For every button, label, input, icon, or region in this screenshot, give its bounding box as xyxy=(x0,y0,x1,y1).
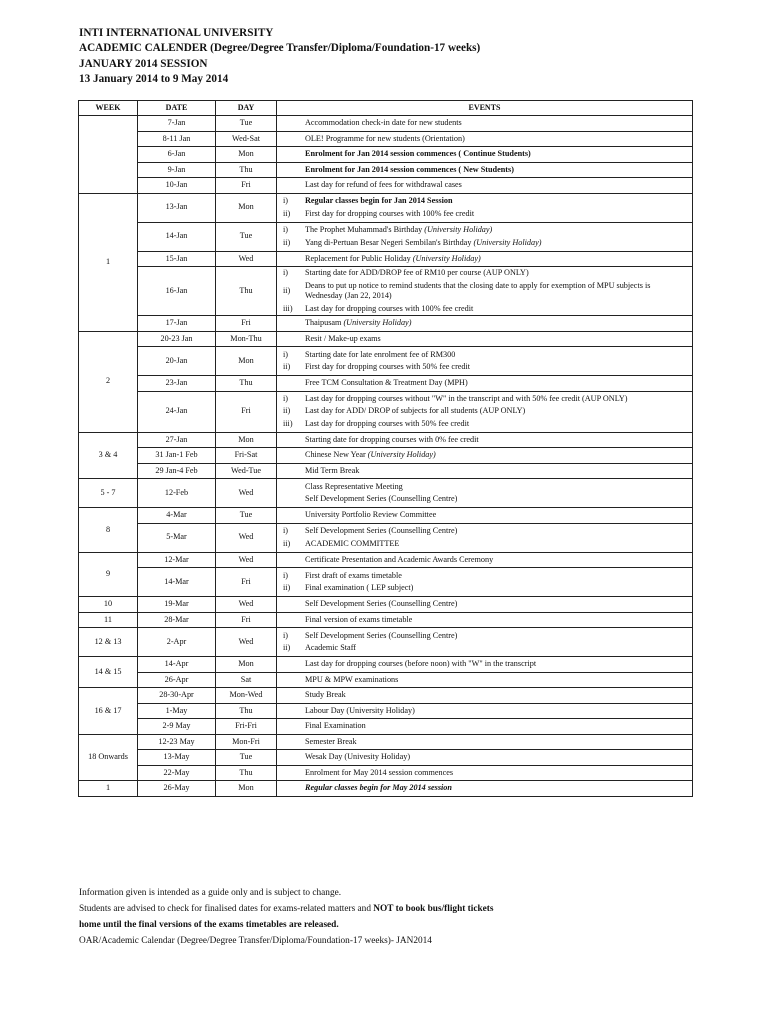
date-cell: 12-23 May xyxy=(138,734,216,750)
event-text: Yang di-Pertuan Besar Negeri Sembilan's Birthday xyxy=(305,237,472,247)
event-text: Replacement for Public Holiday xyxy=(305,253,411,263)
event-text: Last day for dropping courses with 100% fee credit xyxy=(305,303,474,313)
event-item xyxy=(277,782,692,795)
events-cell xyxy=(277,479,693,508)
events-cell xyxy=(277,719,693,735)
events-cell xyxy=(277,222,693,251)
date-cell: 13-Jan xyxy=(138,193,216,222)
event-item xyxy=(277,481,692,494)
events-cell xyxy=(277,391,693,432)
event-text: OLE! Programme for new students (Orientation) xyxy=(305,133,465,143)
event-text: First day for dropping courses with 50% fee credit xyxy=(305,362,471,371)
event-item xyxy=(277,582,692,595)
table-row xyxy=(79,719,693,735)
events-cell xyxy=(277,750,693,766)
event-text: Starting date for dropping courses with 0% fee credit xyxy=(305,434,479,444)
event-number: i) xyxy=(283,526,289,535)
day-cell: Fri-Fri xyxy=(216,719,277,735)
session-dates: 13 January 2014 to 9 May 2014 xyxy=(79,72,229,85)
events-cell xyxy=(277,193,693,222)
day-cell: Mon-Wed xyxy=(216,688,277,704)
event-text: Self Development Series (Counselling Centre) xyxy=(305,599,458,608)
table-row xyxy=(79,688,693,704)
event-number: i) xyxy=(283,349,289,359)
day-cell: Fri xyxy=(216,568,277,597)
events-cell xyxy=(277,116,693,132)
table-header-row xyxy=(79,101,693,116)
events-cell xyxy=(277,657,693,673)
event-text: Study Break xyxy=(305,690,346,699)
event-text: ACADEMIC COMMITTEE xyxy=(305,538,400,548)
day-cell: Mon xyxy=(216,193,277,222)
events-cell xyxy=(277,628,693,657)
week-cell: 11 xyxy=(79,612,138,628)
event-item xyxy=(277,208,692,221)
event-text: Self Development Series (Counselling Centre) xyxy=(305,630,458,640)
day-cell: Mon xyxy=(216,657,277,673)
event-item xyxy=(277,720,692,733)
day-cell: Thu xyxy=(216,162,277,178)
header-day: DAY xyxy=(216,101,277,116)
day-cell: Thu xyxy=(216,267,277,316)
event-text: Wesak Day (Univesity Holiday) xyxy=(305,752,411,761)
event-item xyxy=(277,642,692,655)
date-cell: 22-May xyxy=(138,765,216,781)
header-week: WEEK xyxy=(79,101,138,116)
event-number: i) xyxy=(283,225,289,234)
events-cell xyxy=(277,267,693,316)
events-cell xyxy=(277,597,693,613)
event-item xyxy=(277,317,692,330)
table-row xyxy=(79,162,693,178)
date-cell: 15-Jan xyxy=(138,251,216,267)
week-cell: 9 xyxy=(79,552,138,597)
event-item xyxy=(277,449,692,462)
document-header xyxy=(79,26,480,87)
date-cell: 14-Apr xyxy=(138,657,216,673)
day-cell: Thu xyxy=(216,765,277,781)
event-text: First day for dropping courses with 100% fee credit xyxy=(305,208,475,218)
day-cell: Wed xyxy=(216,628,277,657)
table-row xyxy=(79,781,693,797)
event-item xyxy=(277,570,692,583)
table-row xyxy=(79,750,693,766)
week-cell: 18 Onwards xyxy=(79,734,138,781)
footer-advice-text: Students are advised to check for finalised dates for exams-related matters and xyxy=(79,904,374,914)
event-item xyxy=(277,767,692,780)
event-text: Last day for ADD/ DROP of subjects for all students (AUP ONLY) xyxy=(305,406,526,416)
event-text: Final Examination xyxy=(305,721,366,730)
events-cell xyxy=(277,523,693,552)
table-body xyxy=(79,116,693,797)
day-cell: Fri xyxy=(216,391,277,432)
week-cell: 3 & 4 xyxy=(79,432,138,479)
week-cell: 1 xyxy=(79,193,138,331)
day-cell: Fri xyxy=(216,178,277,194)
events-cell xyxy=(277,765,693,781)
event-text: Self Development Series (Counselling Centre) xyxy=(305,494,458,503)
event-text: MPU & MPW examinations xyxy=(305,674,399,684)
holiday-note: (University Holiday) xyxy=(473,237,542,247)
events-cell xyxy=(277,703,693,719)
footer-advice xyxy=(79,901,494,917)
table-row xyxy=(79,523,693,552)
table-row xyxy=(79,316,693,332)
week-cell: 14 & 15 xyxy=(79,657,138,688)
table-row xyxy=(79,508,693,524)
event-text: Academic Staff xyxy=(305,643,356,652)
events-cell xyxy=(277,178,693,194)
header-events: EVENTS xyxy=(277,101,693,116)
table-row xyxy=(79,267,693,316)
table-row xyxy=(79,432,693,448)
event-number: iii) xyxy=(283,418,293,428)
event-item xyxy=(277,598,692,611)
event-text: First draft of exams timetable xyxy=(305,570,402,580)
date-cell: 9-Jan xyxy=(138,162,216,178)
event-number: i) xyxy=(283,268,289,277)
event-number: ii) xyxy=(283,237,291,247)
footer-document-ref: OAR/Academic Calendar (Degree/Degree Transfer/Diploma/Foundation-17 weeks)- JAN2014 xyxy=(79,936,432,946)
event-item xyxy=(277,117,692,130)
event-number: ii) xyxy=(283,643,291,652)
event-item xyxy=(277,280,692,303)
event-item xyxy=(277,164,692,177)
day-cell: Tue xyxy=(216,508,277,524)
events-cell xyxy=(277,251,693,267)
event-text: Starting date for ADD/DROP fee of RM10 per course (AUP ONLY) xyxy=(305,268,529,277)
events-cell xyxy=(277,162,693,178)
event-text: Certificate Presentation and Academic Awards Ceremony xyxy=(305,554,494,564)
date-cell: 13-May xyxy=(138,750,216,766)
day-cell: Wed xyxy=(216,251,277,267)
event-text: Free TCM Consultation & Treatment Day (MPH) xyxy=(305,378,468,387)
day-cell: Fri xyxy=(216,612,277,628)
event-item xyxy=(277,465,692,478)
event-text: Deans to put up notice to remind students that the closing date to apply for exemption of MPU subjects is Wednesday (Jan 22, 2014) xyxy=(305,280,651,300)
date-cell: 16-Jan xyxy=(138,267,216,316)
event-item xyxy=(277,630,692,643)
event-number: ii) xyxy=(283,406,291,416)
event-text: Mid Term Break xyxy=(305,465,360,475)
day-cell: Tue xyxy=(216,116,277,132)
date-cell: 19-Mar xyxy=(138,597,216,613)
holiday-note: (University Holiday) xyxy=(424,225,493,234)
event-text: Class Representative Meeting xyxy=(305,481,403,491)
event-number: ii) xyxy=(283,538,291,548)
date-cell: 14-Mar xyxy=(138,568,216,597)
event-text: University Portfolio Review Committee xyxy=(305,510,437,519)
day-cell: Wed-Tue xyxy=(216,463,277,479)
events-cell xyxy=(277,612,693,628)
event-text: Last day for dropping courses with 50% fee credit xyxy=(305,418,470,428)
date-cell: 20-Jan xyxy=(138,347,216,376)
day-cell: Mon xyxy=(216,781,277,797)
event-text: Starting date for late enrolment fee of RM300 xyxy=(305,349,456,359)
table-row xyxy=(79,612,693,628)
table-row xyxy=(79,116,693,132)
table-row xyxy=(79,347,693,376)
event-item xyxy=(277,614,692,627)
day-cell: Tue xyxy=(216,750,277,766)
day-cell: Mon-Thu xyxy=(216,331,277,347)
day-cell: Thu xyxy=(216,376,277,392)
events-cell xyxy=(277,734,693,750)
event-text: Final version of exams timetable xyxy=(305,614,413,624)
event-item xyxy=(277,658,692,671)
date-cell: 10-Jan xyxy=(138,178,216,194)
date-cell: 6-Jan xyxy=(138,147,216,163)
table-row xyxy=(79,765,693,781)
week-cell: 1 xyxy=(79,781,138,797)
academic-calendar-table xyxy=(78,100,693,797)
event-number: i) xyxy=(283,630,289,640)
event-number: ii) xyxy=(283,285,291,295)
table-row xyxy=(79,463,693,479)
day-cell: Thu xyxy=(216,703,277,719)
event-item xyxy=(277,133,692,146)
week-cell: 12 & 13 xyxy=(79,628,138,657)
day-cell: Sat xyxy=(216,672,277,688)
table-row xyxy=(79,131,693,147)
day-cell: Fri-Sat xyxy=(216,448,277,464)
events-cell xyxy=(277,688,693,704)
date-cell: 5-Mar xyxy=(138,523,216,552)
table-row xyxy=(79,628,693,657)
event-item xyxy=(277,333,692,346)
events-cell xyxy=(277,131,693,147)
event-text: Final examination ( LEP subject) xyxy=(305,583,414,592)
table-row xyxy=(79,251,693,267)
events-cell xyxy=(277,347,693,376)
event-item xyxy=(277,361,692,374)
event-text: Enrolment for May 2014 session commences xyxy=(305,767,454,777)
event-text: Resit / Make-up exams xyxy=(305,333,381,343)
date-cell: 20-23 Jan xyxy=(138,331,216,347)
table-row xyxy=(79,672,693,688)
event-text: Last day for dropping courses without "W" in the transcript and with 50% fee credit (AUP ONLY) xyxy=(305,393,628,403)
events-cell xyxy=(277,432,693,448)
event-item xyxy=(277,224,692,237)
week-cell: 8 xyxy=(79,508,138,553)
event-item xyxy=(277,434,692,447)
day-cell: Tue xyxy=(216,222,277,251)
event-item xyxy=(277,493,692,506)
week-cell: 5 - 7 xyxy=(79,479,138,508)
event-text: Enrolment for Jan 2014 session commences ( Continue Students) xyxy=(305,149,531,158)
event-item xyxy=(277,689,692,702)
event-item xyxy=(277,349,692,362)
event-number: ii) xyxy=(283,583,291,592)
events-cell xyxy=(277,331,693,347)
table-row xyxy=(79,193,693,222)
event-text: Chinese New Year xyxy=(305,450,366,459)
table-row xyxy=(79,376,693,392)
events-cell xyxy=(277,448,693,464)
events-cell xyxy=(277,508,693,524)
event-text: Regular classes begin for May 2014 session xyxy=(305,783,452,792)
table-row xyxy=(79,391,693,432)
university-name: INTI INTERNATIONAL UNIVERSITY xyxy=(79,27,274,39)
events-cell xyxy=(277,463,693,479)
event-item xyxy=(277,179,692,192)
event-text: Self Development Series (Counselling Centre) xyxy=(305,526,458,535)
day-cell: Wed xyxy=(216,523,277,552)
table-row xyxy=(79,448,693,464)
day-cell: Fri xyxy=(216,316,277,332)
event-item xyxy=(277,705,692,718)
footer-disclaimer: Information given is intended as a guide only and is subject to change. xyxy=(79,888,342,898)
session-name: JANUARY 2014 SESSION xyxy=(79,57,208,70)
table-row xyxy=(79,552,693,568)
date-cell: 8-11 Jan xyxy=(138,131,216,147)
event-item xyxy=(277,377,692,390)
date-cell: 29 Jan-4 Feb xyxy=(138,463,216,479)
table-row xyxy=(79,734,693,750)
event-number: i) xyxy=(283,196,289,205)
event-item xyxy=(277,267,692,280)
event-text: Last day for refund of fees for withdrawal cases xyxy=(305,180,462,189)
table-row xyxy=(79,479,693,508)
date-cell: 17-Jan xyxy=(138,316,216,332)
event-number: i) xyxy=(283,570,289,580)
day-cell: Wed xyxy=(216,552,277,568)
event-text: Accommodation check-in date for new students xyxy=(305,118,462,127)
event-item xyxy=(277,736,692,749)
holiday-note: (University Holiday) xyxy=(367,450,436,459)
date-cell: 26-Apr xyxy=(138,672,216,688)
week-cell: 16 & 17 xyxy=(79,688,138,735)
day-cell: Wed xyxy=(216,597,277,613)
table-row xyxy=(79,657,693,673)
day-cell: Mon xyxy=(216,432,277,448)
holiday-note: (University Holiday) xyxy=(412,253,481,263)
event-item xyxy=(277,405,692,418)
event-text: The Prophet Muhammad's Birthday xyxy=(305,225,423,234)
holiday-note: (University Holiday) xyxy=(343,318,412,327)
event-text: Last day for dropping courses (before noon) with "W" in the transcript xyxy=(305,659,537,668)
date-cell: 4-Mar xyxy=(138,508,216,524)
day-cell: Mon xyxy=(216,147,277,163)
event-text: Enrolment for Jan 2014 session commences ( New Students) xyxy=(305,164,514,174)
date-cell: 12-Mar xyxy=(138,552,216,568)
event-item xyxy=(277,525,692,538)
date-cell: 7-Jan xyxy=(138,116,216,132)
date-cell: 2-Apr xyxy=(138,628,216,657)
event-text: Thaipusam xyxy=(305,318,342,327)
events-cell xyxy=(277,147,693,163)
date-cell: 2-9 May xyxy=(138,719,216,735)
events-cell xyxy=(277,316,693,332)
day-cell: Mon-Fri xyxy=(216,734,277,750)
event-text: Labour Day (University Holiday) xyxy=(305,705,415,715)
events-cell xyxy=(277,376,693,392)
date-cell: 27-Jan xyxy=(138,432,216,448)
event-item xyxy=(277,751,692,764)
events-cell xyxy=(277,672,693,688)
table-row xyxy=(79,331,693,347)
date-cell: 1-May xyxy=(138,703,216,719)
event-item xyxy=(277,538,692,551)
event-text: Semester Break xyxy=(305,736,357,746)
date-cell: 23-Jan xyxy=(138,376,216,392)
date-cell: 28-Mar xyxy=(138,612,216,628)
events-cell xyxy=(277,568,693,597)
table-row xyxy=(79,222,693,251)
footer-advice-warning: NOT to book bus/flight tickets xyxy=(373,904,494,914)
events-cell xyxy=(277,552,693,568)
week-cell xyxy=(79,116,138,194)
event-item xyxy=(277,195,692,208)
day-cell: Wed xyxy=(216,479,277,508)
event-item xyxy=(277,148,692,161)
date-cell: 31 Jan-1 Feb xyxy=(138,448,216,464)
week-cell: 10 xyxy=(79,597,138,613)
event-item xyxy=(277,509,692,522)
event-item xyxy=(277,237,692,250)
date-cell: 14-Jan xyxy=(138,222,216,251)
date-cell: 12-Feb xyxy=(138,479,216,508)
table-row xyxy=(79,178,693,194)
table-row xyxy=(79,147,693,163)
calendar-title: ACADEMIC CALENDER (Degree/Degree Transfer/Diploma/Foundation-17 weeks) xyxy=(79,42,481,55)
event-number: ii) xyxy=(283,362,291,371)
event-item xyxy=(277,303,692,316)
event-number: iii) xyxy=(283,303,293,313)
header-date: DATE xyxy=(138,101,216,116)
event-number: ii) xyxy=(283,208,291,218)
events-cell xyxy=(277,781,693,797)
week-cell: 2 xyxy=(79,331,138,432)
event-item xyxy=(277,418,692,431)
event-item xyxy=(277,253,692,266)
date-cell: 28-30-Apr xyxy=(138,688,216,704)
event-item xyxy=(277,554,692,567)
footer-notes xyxy=(79,885,494,949)
table-row xyxy=(79,597,693,613)
footer-advice-continued: home until the final versions of the exams timetables are released. xyxy=(79,920,339,930)
table-row xyxy=(79,568,693,597)
event-number: i) xyxy=(283,393,289,403)
day-cell: Mon xyxy=(216,347,277,376)
event-item xyxy=(277,674,692,687)
date-cell: 26-May xyxy=(138,781,216,797)
date-cell: 24-Jan xyxy=(138,391,216,432)
table-row xyxy=(79,703,693,719)
day-cell: Wed-Sat xyxy=(216,131,277,147)
event-item xyxy=(277,393,692,406)
event-text: Regular classes begin for Jan 2014 Session xyxy=(305,196,453,205)
